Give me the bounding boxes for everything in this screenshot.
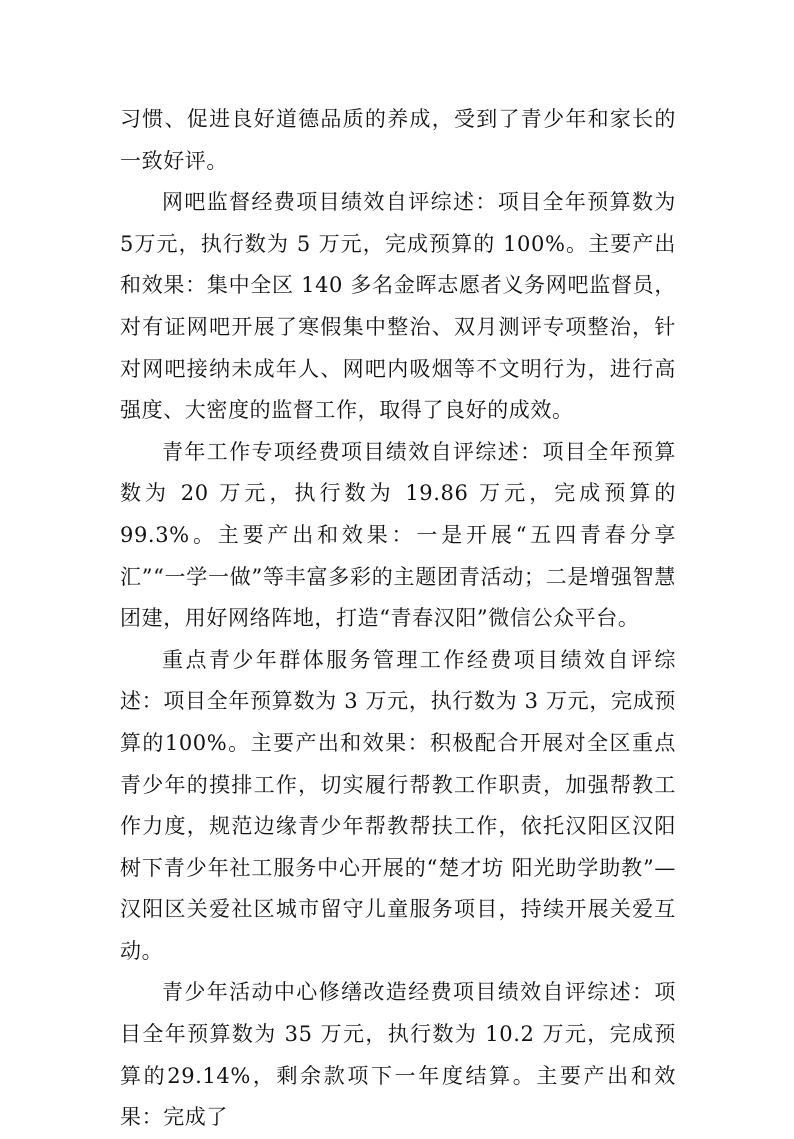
paragraph-continuation: 习惯、促进良好道德品质的养成，受到了青少年和家长的一致好评。 xyxy=(120,107,676,173)
paragraph-youth-center-renovation: 青少年活动中心修缮改造经费项目绩效自评综述：项目全年预算数为 35 万元，执行数为 10.2 万元，完成预算的29.14%，剩余款项下一年度结算。主要产出和效果：完成了 xyxy=(120,980,676,1130)
paragraph-key-youth-services: 重点青少年群体服务管理工作经费项目绩效自评综述：项目全年预算数为 3 万元，执行数为 3 万元，完成预算的100%。主要产出和效果：积极配合开展对全区重点青少年的摸排工作，切实履行帮教工作职责，加强帮教工作力度，规范边缘青少年帮教帮扶工作，依托汉阳区汉阳树下青少年社工服务中心开展的“楚才坊 阳光助学助教”—汉阳区关爱社区城市留守儿童服务项目，持续开展关爱互动。 xyxy=(120,647,676,963)
document-body xyxy=(120,99,676,1139)
paragraph-internet-cafe-supervision: 网吧监督经费项目绩效自评综述：项目全年预算数为 5万元，执行数为 5 万元，完成预算的 100%。主要产出和效果：集中全区 140 多名金晖志愿者义务网吧监督员，对有证网吧开展了寒假集中整治、双月测评专项整治，针对网吧接纳未成年人、网吧内吸烟等不文明行为，进行高强度、大密度的监督工作，取得了良好的成效。 xyxy=(120,190,676,423)
paragraph-youth-work-funds: 青年工作专项经费项目绩效自评综述：项目全年预算数为 20 万元，执行数为 19.86 万元，完成预算的 99.3%。主要产出和效果：一是开展“五四青春分享汇”“一学一做”等丰富多彩的主题团青活动；二是增强智慧团建，用好网络阵地，打造“青春汉阳”微信公众平台。 xyxy=(120,439,676,631)
